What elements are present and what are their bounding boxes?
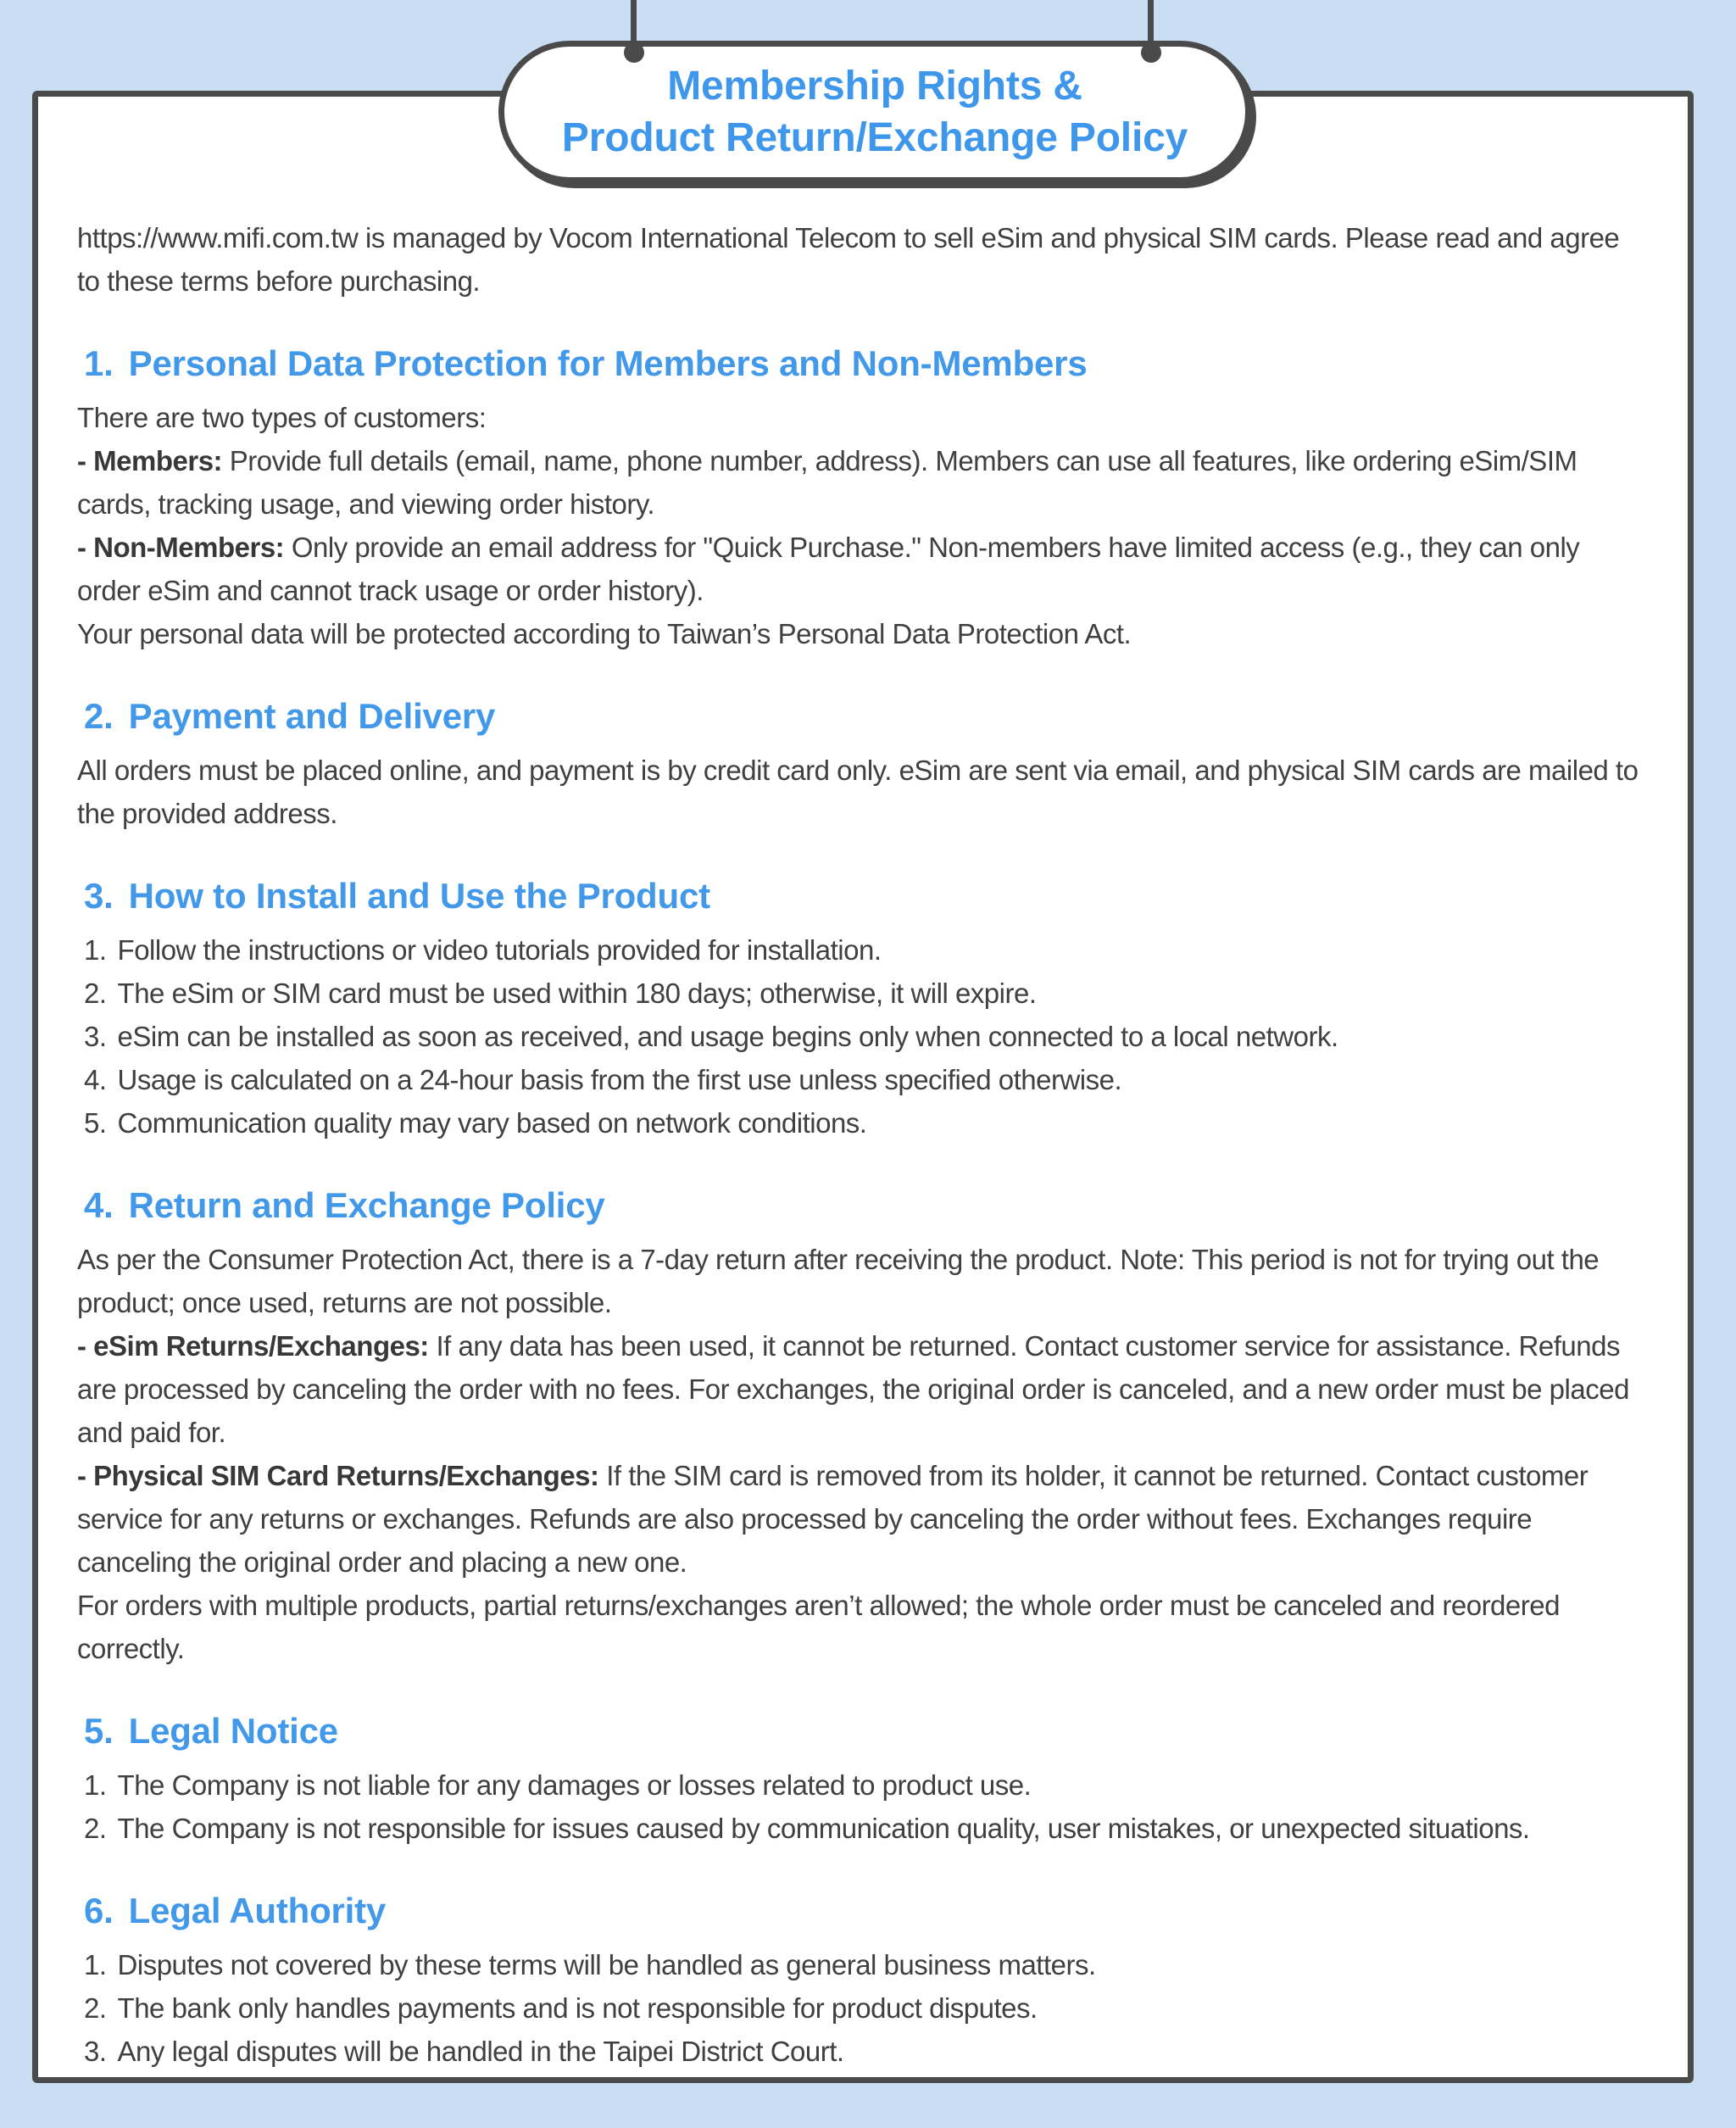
bullet-non-members — [77, 526, 1649, 612]
policy-card — [32, 91, 1694, 2083]
item-number: 2. — [84, 1813, 107, 1844]
bullet-text: If any data has been used, it cannot be returned. Contact customer service for assistance. Refunds are processed by canceling the order with no fees. For exchanges, the original order is canceled, and a new order must be placed and paid for. — [77, 1330, 1629, 1448]
list-item — [84, 1101, 1649, 1145]
item-text: The Company is not responsible for issues caused by communication quality, user mistakes, or unexpected situations. — [117, 1813, 1530, 1844]
bullet-text: Provide full details (email, name, phone number, address). Members can use all features, like ordering eSim/SIM cards, tracking usage, and viewing order history. — [77, 445, 1577, 520]
pin-dot-icon — [1141, 42, 1161, 63]
section-title: Return and Exchange Policy — [128, 1185, 605, 1225]
section-heading — [84, 1709, 1649, 1752]
section-heading — [84, 694, 1649, 738]
list-item — [84, 1015, 1649, 1058]
section-number: 4. — [84, 1185, 114, 1225]
hanger-pin-right — [1148, 0, 1154, 53]
body-paragraph: All orders must be placed online, and payment is by credit card only. eSim are sent via email, and physical SIM cards are mailed to the provided address. — [77, 755, 1639, 829]
list-item — [84, 1807, 1649, 1850]
item-text: The Company is not liable for any damages or losses related to product use. — [117, 1769, 1032, 1801]
section-title: Legal Authority — [128, 1891, 387, 1930]
list-item — [84, 972, 1649, 1015]
page-title-line-1: Membership Rights & — [667, 64, 1082, 109]
list-item — [84, 1763, 1649, 1807]
policy-content — [38, 216, 1688, 2073]
list-item — [84, 928, 1649, 972]
item-text: Any legal disputes will be handled in the Taipei District Court. — [117, 2036, 844, 2067]
item-number: 1. — [84, 1949, 107, 1980]
bullet-text: Only provide an email address for "Quick Purchase." Non-members have limited access (e.g., they can only order eSim and cannot track usage or order history). — [77, 532, 1580, 606]
bullet-label: - eSim Returns/Exchanges: — [77, 1330, 429, 1362]
item-number: 5. — [84, 1107, 107, 1139]
section-heading — [84, 874, 1649, 917]
list-item — [84, 1943, 1649, 1986]
item-text: Disputes not covered by these terms will be handled as general business matters. — [117, 1949, 1096, 1980]
section-number: 1. — [84, 343, 114, 383]
bullet-physical-sim-returns — [77, 1454, 1649, 1584]
bullet-text: If the SIM card is removed from its holder, it cannot be returned. Contact customer service for any returns or exchanges. Refunds are also processed by canceling the order without fees. Exchanges require canceling the original order and placing a new one. — [77, 1460, 1589, 1578]
intro-paragraph: https://www.mifi.com.tw is managed by Vocom International Telecom to sell eSim and physical SIM cards. Please read and agree to these terms before purchasing. — [77, 222, 1620, 297]
title-badge — [498, 41, 1251, 183]
item-text: Follow the instructions or video tutorials provided for installation. — [117, 934, 882, 966]
bullet-members — [77, 439, 1649, 526]
bullet-label: - Non-Members: — [77, 532, 285, 563]
item-number: 2. — [84, 978, 107, 1009]
outro-paragraph: Your personal data will be protected according to Taiwan’s Personal Data Protection Act. — [77, 618, 1132, 649]
lead-paragraph: As per the Consumer Protection Act, there is a 7-day return after receiving the product. Note: This period is not for trying out the product; once used, returns are not possible. — [77, 1244, 1600, 1318]
section-title: Payment and Delivery — [128, 696, 496, 736]
section-title: Personal Data Protection for Members and Non-Members — [128, 343, 1088, 383]
section-number: 2. — [84, 696, 114, 736]
page-title-line-2: Product Return/Exchange Policy — [561, 115, 1188, 160]
list-item — [84, 1058, 1649, 1101]
item-number: 2. — [84, 1992, 107, 2024]
section-title: Legal Notice — [128, 1711, 338, 1751]
section-heading — [84, 1184, 1649, 1227]
list-item — [84, 1986, 1649, 2030]
section-legal-authority — [77, 1889, 1649, 2073]
item-number: 3. — [84, 2036, 107, 2067]
bullet-label: - Physical SIM Card Returns/Exchanges: — [77, 1460, 599, 1491]
section-heading — [84, 1889, 1649, 1932]
bullet-esim-returns — [77, 1324, 1649, 1454]
section-payment-and-delivery — [77, 694, 1649, 835]
pin-dot-icon — [624, 42, 644, 63]
item-number: 3. — [84, 1021, 107, 1052]
section-return-and-exchange — [77, 1184, 1649, 1670]
section-number: 3. — [84, 876, 114, 916]
lead-paragraph: There are two types of customers: — [77, 402, 487, 433]
item-number: 4. — [84, 1064, 107, 1095]
list-item — [84, 2030, 1649, 2073]
section-install-and-use — [77, 874, 1649, 1145]
section-number: 6. — [84, 1891, 114, 1930]
item-text: Usage is calculated on a 24-hour basis from the first use unless specified otherwise. — [117, 1064, 1122, 1095]
bullet-label: - Members: — [77, 445, 223, 476]
numbered-list — [77, 1763, 1649, 1850]
item-text: eSim can be installed as soon as received, and usage begins only when connected to a local network. — [117, 1021, 1338, 1052]
hanger-pin-left — [631, 0, 637, 53]
item-text: The bank only handles payments and is not responsible for product disputes. — [117, 1992, 1038, 2024]
item-text: The eSim or SIM card must be used within 180 days; otherwise, it will expire. — [117, 978, 1037, 1009]
item-number: 1. — [84, 1769, 107, 1801]
item-text: Communication quality may vary based on network conditions. — [117, 1107, 867, 1139]
outro-paragraph: For orders with multiple products, partial returns/exchanges aren’t allowed; the whole order must be canceled and reordered correctly. — [77, 1590, 1560, 1664]
section-legal-notice — [77, 1709, 1649, 1850]
section-personal-data-protection — [77, 342, 1649, 655]
numbered-list — [77, 928, 1649, 1145]
section-title: How to Install and Use the Product — [128, 876, 710, 916]
numbered-list — [77, 1943, 1649, 2073]
section-heading — [84, 342, 1649, 385]
section-number: 5. — [84, 1711, 114, 1751]
item-number: 1. — [84, 934, 107, 966]
